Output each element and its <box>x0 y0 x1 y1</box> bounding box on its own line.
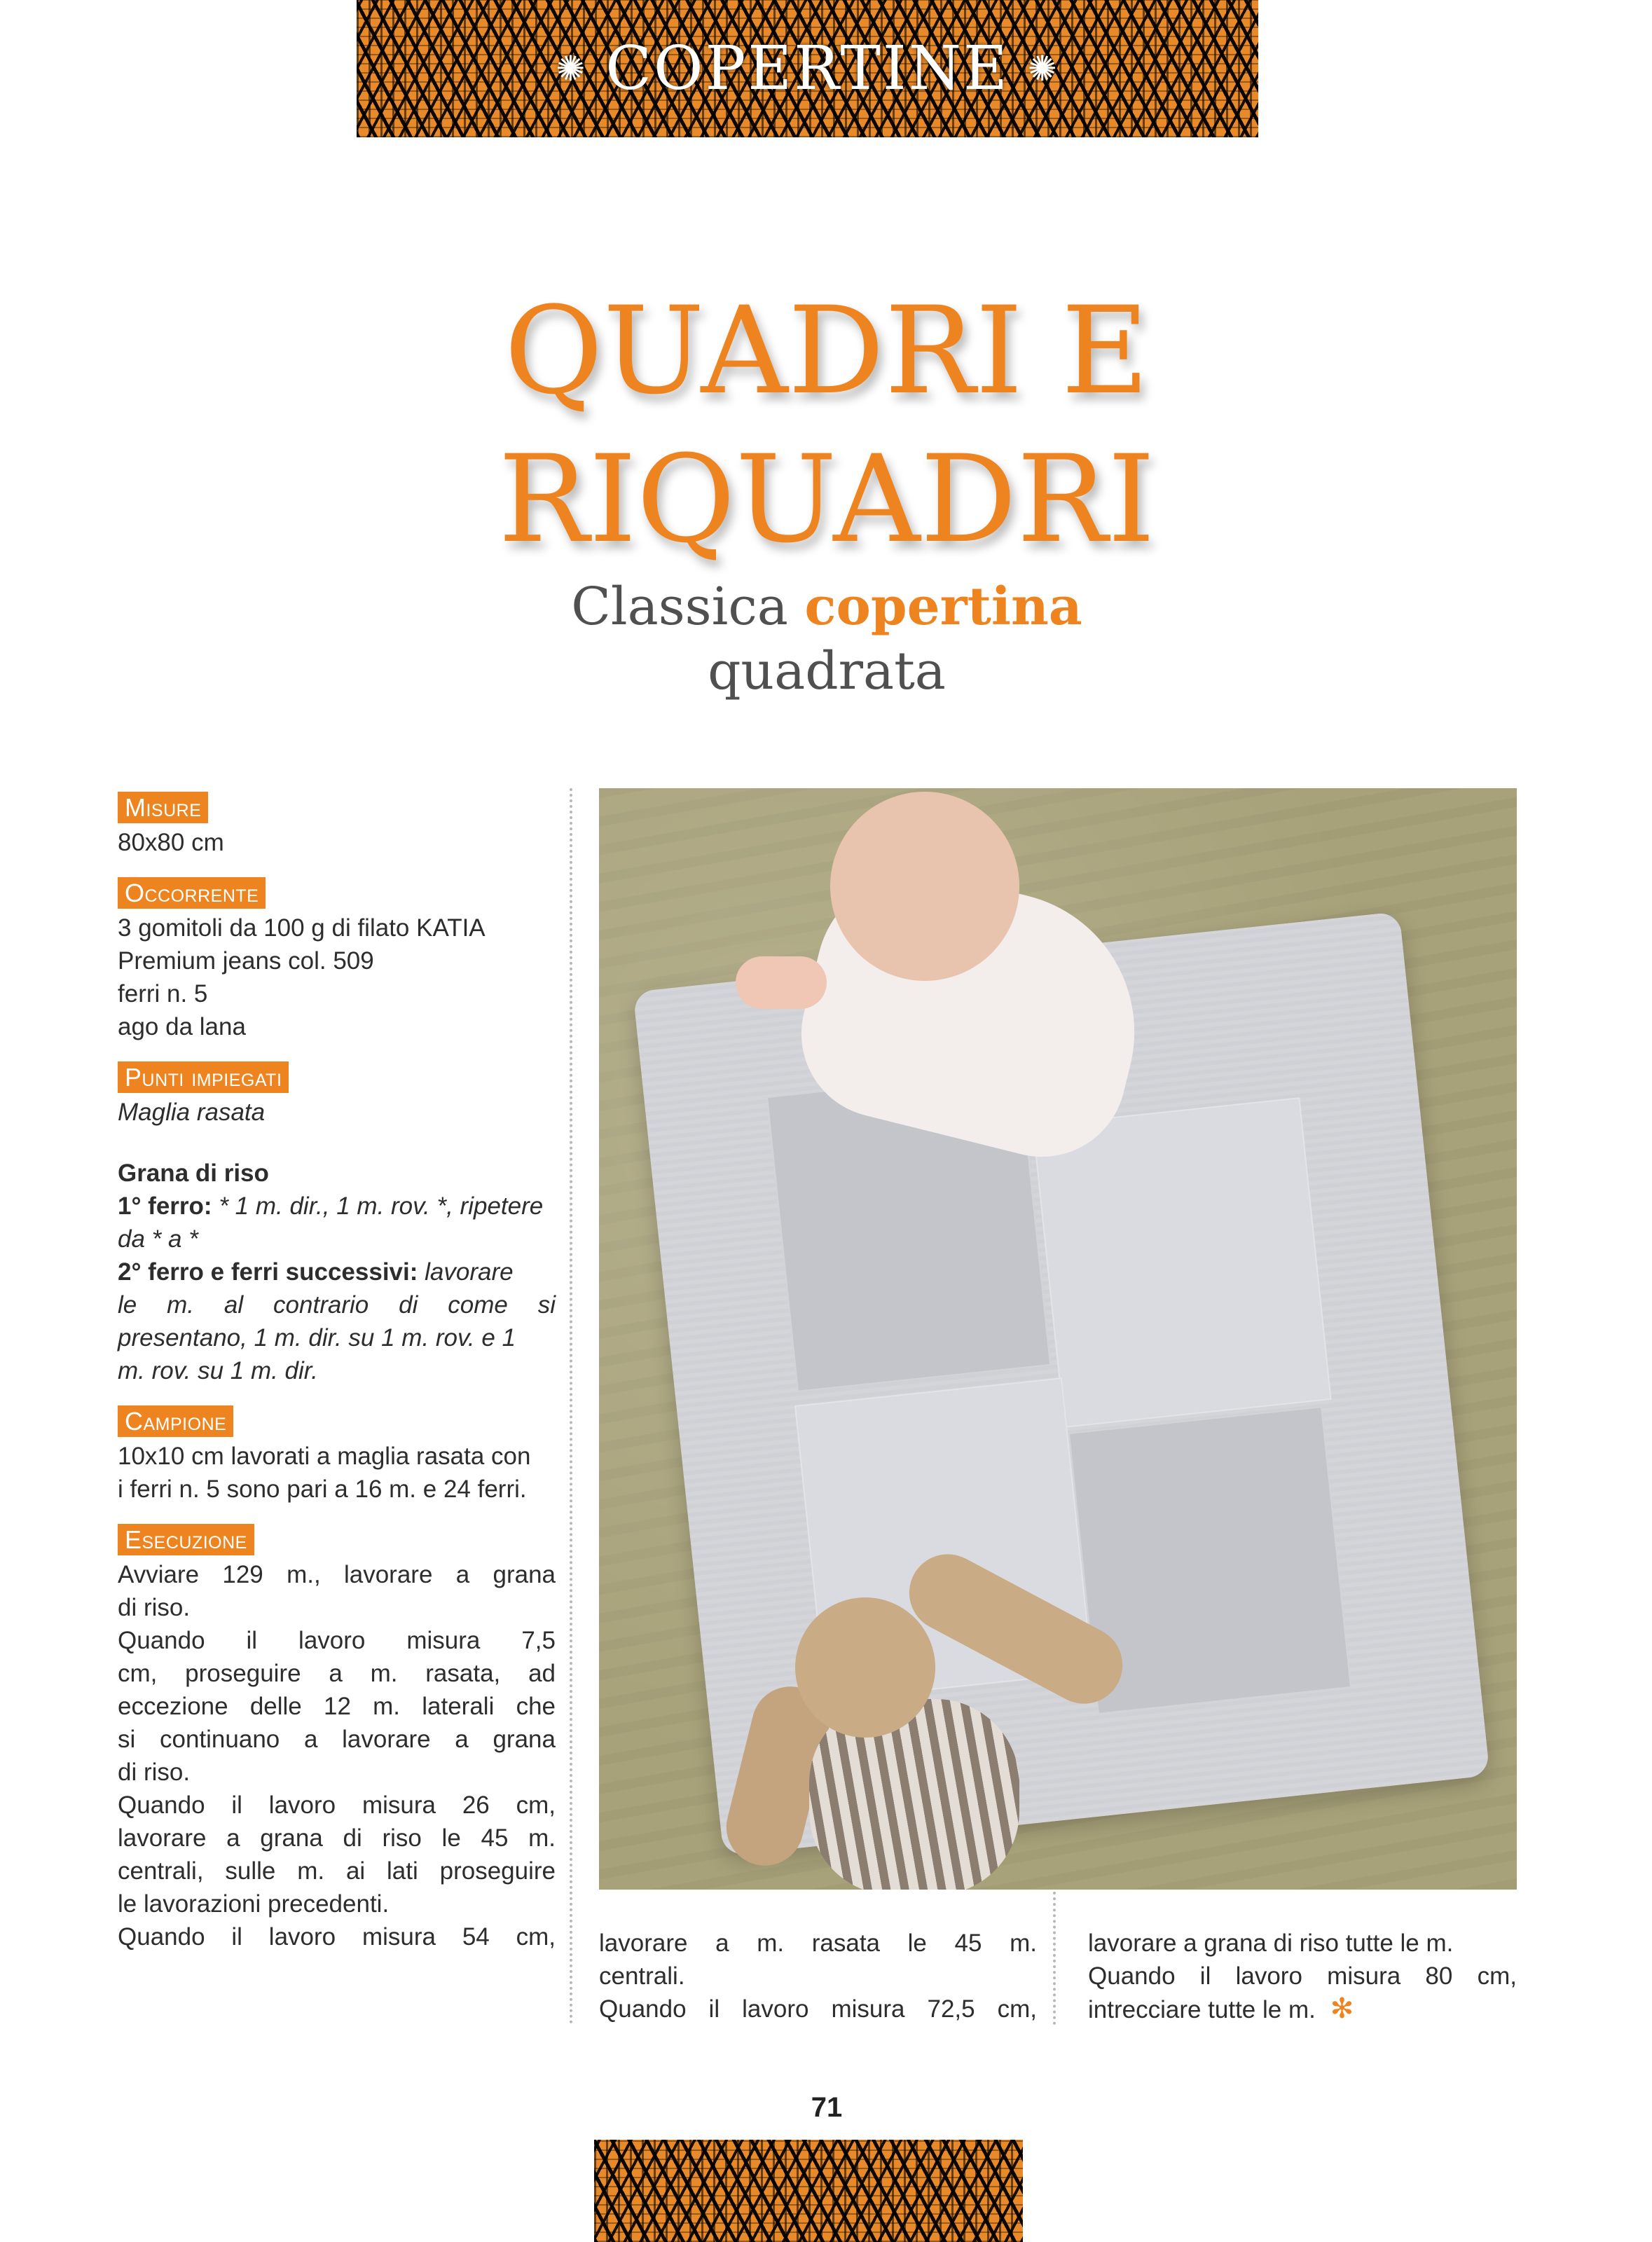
subtitle-line2: quadrata <box>708 641 946 701</box>
instructions-left-column <box>118 792 556 1972</box>
misure-section <box>118 792 556 859</box>
esecuzione-line: si continuano a lavorare a grana <box>118 1726 556 1753</box>
maglia-rasata: Maglia rasata <box>118 1099 266 1126</box>
esecuzione-line: le lavorazioni precedenti. <box>118 1890 390 1918</box>
esecuzione-header: Esecuzione <box>118 1524 254 1555</box>
esecuzione-line: Quando il lavoro misura 72,5 cm, <box>599 1995 1037 2023</box>
esecuzione-line: cm, proseguire a m. rasata, ad <box>118 1660 556 1687</box>
ferro2-line: presentano, 1 m. dir. su 1 m. rov. e 1 <box>118 1324 516 1352</box>
subtitle-part1: Classica <box>571 577 788 637</box>
section-title-text: COPERTINE <box>605 34 1010 104</box>
ferro1-label: 1° ferro: <box>118 1192 212 1220</box>
title-line-1: QUADRI E <box>504 280 1150 421</box>
article-subtitle <box>476 575 1177 703</box>
instructions-middle-column <box>599 1927 1037 2026</box>
esecuzione-line: centrali. <box>599 1962 685 1990</box>
flower-icon: ✺ <box>556 48 588 89</box>
ferro2-line: le m. al contrario di come si <box>118 1291 556 1319</box>
occorrente-header: Occorrente <box>118 877 266 909</box>
bunny-head <box>795 1597 935 1738</box>
esecuzione-section <box>118 1524 556 1953</box>
punti-header: Punti impiegati <box>118 1061 289 1093</box>
ferro1-text2: da * a * <box>118 1225 198 1253</box>
esecuzione-line: lavorare a m. rasata le 45 m. <box>599 1930 1037 1957</box>
column-divider <box>570 788 572 2025</box>
esecuzione-line: eccezione delle 12 m. laterali che <box>118 1693 556 1720</box>
esecuzione-line: Quando il lavoro misura 26 cm, <box>118 1791 556 1819</box>
page-number: 71 <box>811 2092 843 2123</box>
esecuzione-line: Quando il lavoro misura 7,5 <box>118 1627 556 1654</box>
occorrente-line: Premium jeans col. 509 <box>118 947 374 975</box>
ferro2-text: lavorare <box>418 1258 514 1286</box>
article-title <box>266 277 1387 574</box>
column-divider <box>1053 1892 1056 2025</box>
esecuzione-line: Avviare 129 m., lavorare a grana <box>118 1561 556 1588</box>
title-line-2: RIQUADRI <box>498 429 1155 570</box>
footer-banner <box>594 2140 1023 2242</box>
esecuzione-line: Quando il lavoro misura 54 cm, <box>118 1923 556 1951</box>
occorrente-section <box>118 877 556 1043</box>
campione-header: Campione <box>118 1405 233 1437</box>
esecuzione-line: di riso. <box>118 1759 191 1786</box>
esecuzione-line: lavorare a grana di riso tutte le m. <box>1088 1930 1454 1957</box>
campione-line: 10x10 cm lavorati a maglia rasata con <box>118 1443 531 1470</box>
instructions-right-column <box>1088 1927 1517 2026</box>
esecuzione-line: Quando il lavoro misura 80 cm, <box>1088 1962 1517 1990</box>
esecuzione-line: intrecciare tutte le m. <box>1088 1996 1316 2023</box>
esecuzione-line: lavorare a grana di riso le 45 m. <box>118 1824 556 1852</box>
grana-title: Grana di riso <box>118 1160 269 1187</box>
campione-section <box>118 1405 556 1506</box>
baby-hand <box>736 956 827 1009</box>
section-title <box>556 34 1059 104</box>
campione-line: i ferri n. 5 sono pari a 16 m. e 24 ferri. <box>118 1476 527 1503</box>
butterfly-icon: ✻ <box>1322 1993 1354 2024</box>
occorrente-line: ferri n. 5 <box>118 980 208 1007</box>
flower-icon: ✺ <box>1027 48 1059 89</box>
misure-header: Misure <box>118 792 208 823</box>
misure-value: 80x80 cm <box>118 829 224 856</box>
punti-section <box>118 1061 556 1129</box>
subtitle-accent: copertina <box>804 577 1082 637</box>
esecuzione-line: centrali, sulle m. ai lati proseguire <box>118 1857 556 1885</box>
ferro2-label: 2° ferro e ferri successivi: <box>118 1258 418 1286</box>
ferro2-line: m. rov. su 1 m. dir. <box>118 1357 318 1384</box>
grana-di-riso-section <box>118 1157 556 1387</box>
blanket-photo <box>599 788 1517 1890</box>
occorrente-line: 3 gomitoli da 100 g di filato KATIA <box>118 914 486 942</box>
baby-head <box>830 792 1019 981</box>
esecuzione-line: di riso. <box>118 1594 191 1621</box>
section-banner <box>357 0 1258 137</box>
occorrente-line: ago da lana <box>118 1013 246 1040</box>
ferro1-text: * 1 m. dir., 1 m. rov. *, ripetere <box>212 1192 544 1220</box>
